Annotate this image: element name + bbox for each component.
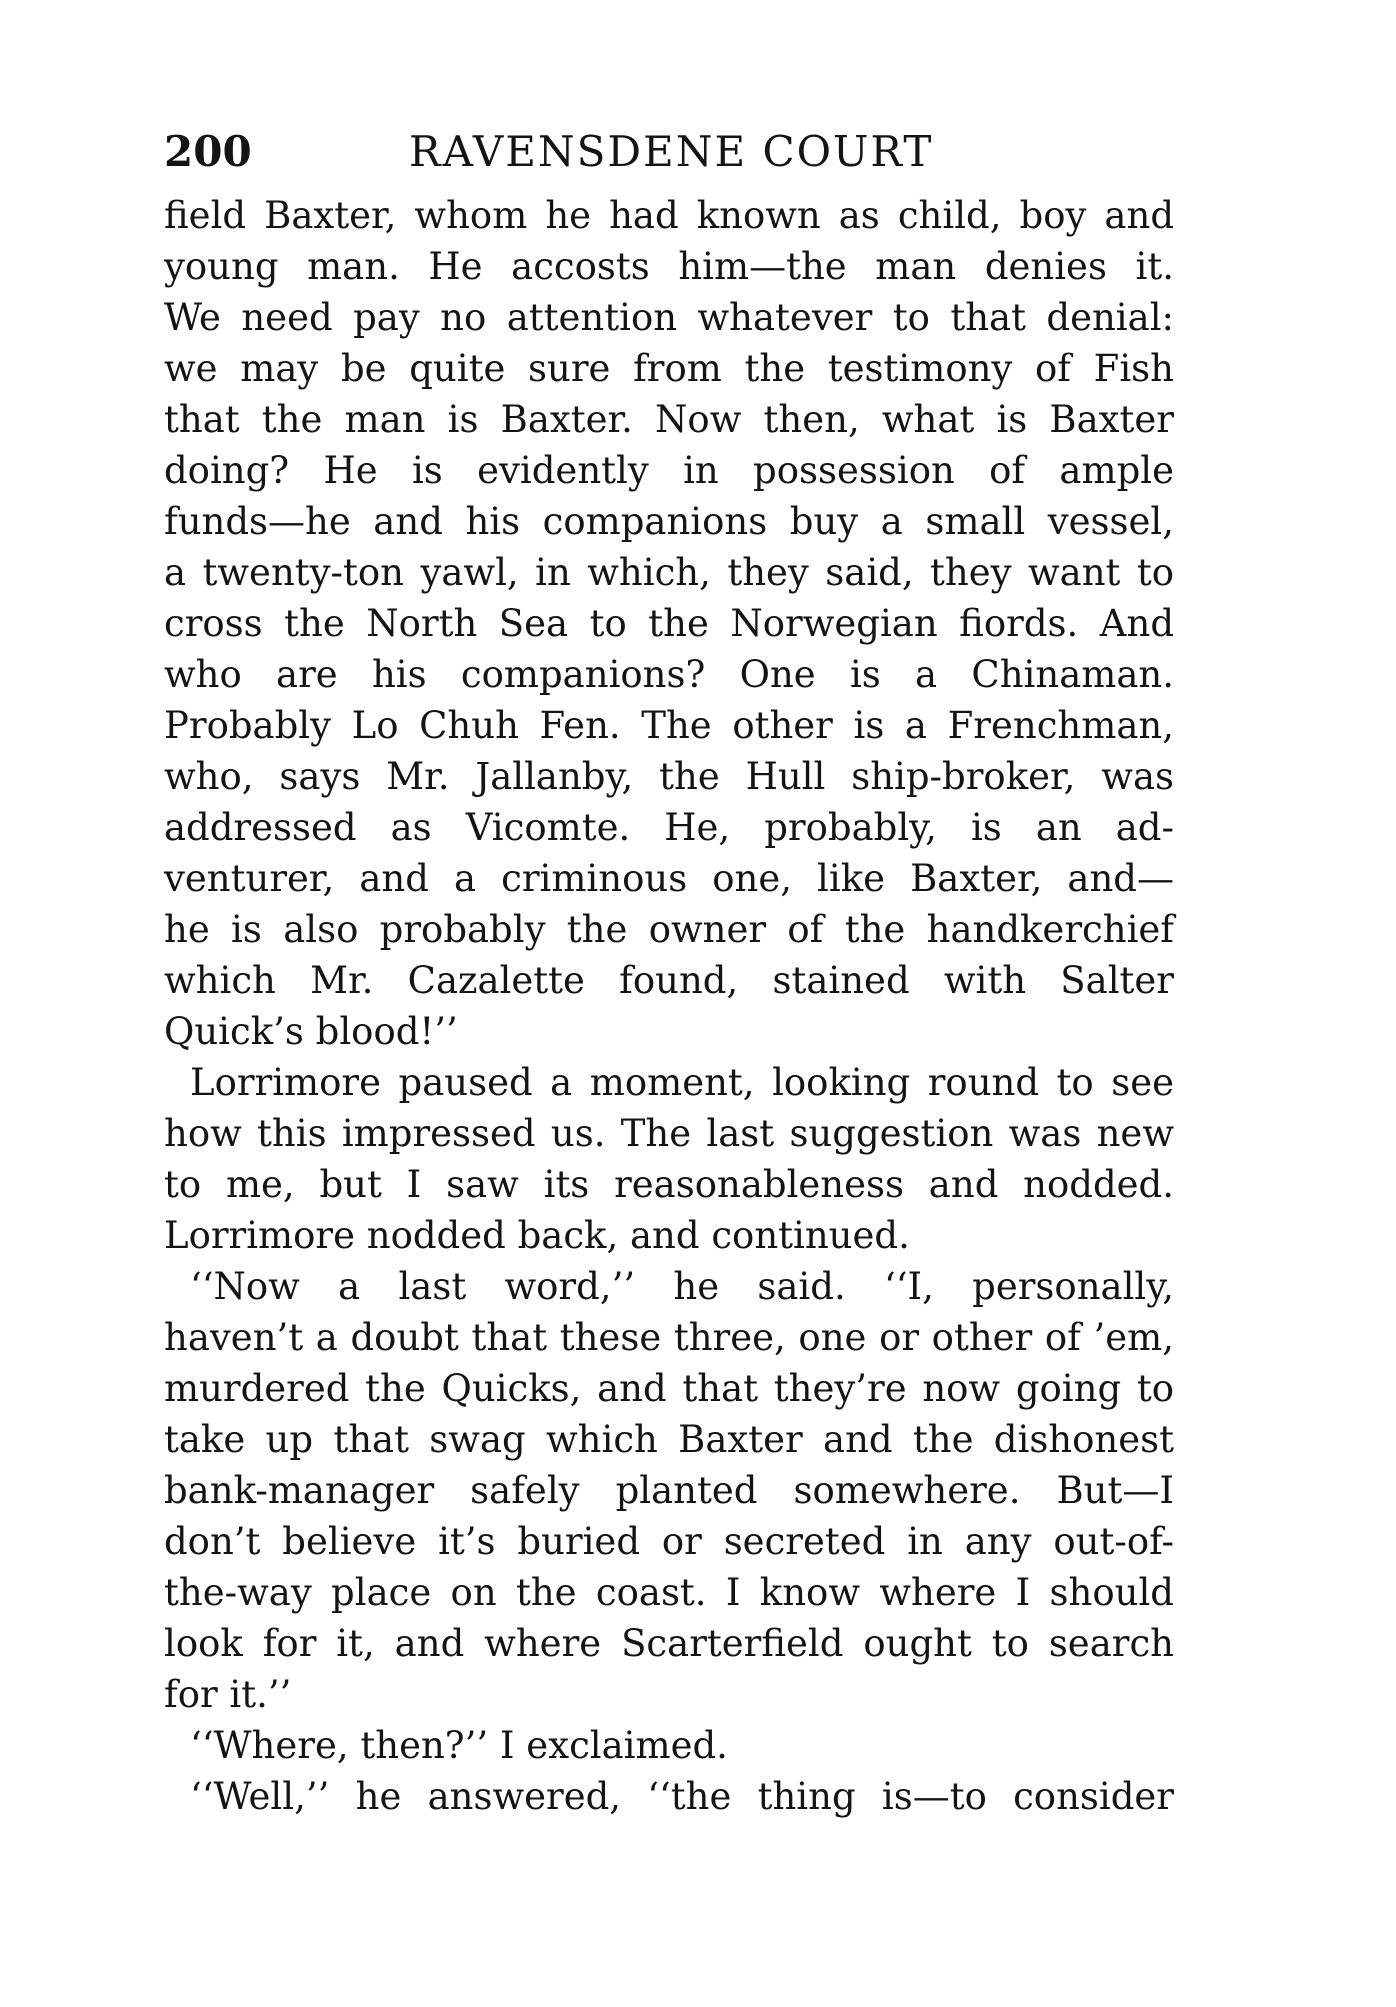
text-line: field Baxter, whom he had known as child, boy and (164, 194, 1174, 237)
text-line: we may be quite sure from the testimony of Fish (164, 347, 1174, 390)
text-line: who are his companions? One is a Chinaman. (164, 653, 1174, 696)
text-line: that the man is Baxter. Now then, what is Baxter (164, 398, 1174, 441)
text-line: young man. He accosts him—the man denies it. (164, 245, 1174, 288)
text-line-paragraph-end: for it.’’ (164, 1673, 292, 1716)
text-line-paragraph-start: ‘‘Now a last word,’’ he said. ‘‘I, personally, (190, 1265, 1174, 1308)
page-number: 200 (164, 127, 252, 176)
running-title: RAVENSDENE COURT (409, 127, 934, 176)
text-line: which Mr. Cazalette found, stained with Salter (164, 959, 1174, 1002)
text-line-paragraph-start: ‘‘Where, then?’’ I exclaimed. (190, 1724, 728, 1767)
text-line-paragraph-end: Lorrimore nodded back, and continued. (164, 1214, 910, 1257)
text-line: a twenty-ton yawl, in which, they said, they want to (164, 551, 1174, 594)
text-line: funds—he and his companions buy a small vessel, (164, 500, 1174, 543)
text-line: venturer, and a criminous one, like Baxter, and— (164, 857, 1174, 900)
text-line: cross the North Sea to the Norwegian fiords. And (164, 602, 1174, 645)
text-line: look for it, and where Scarterfield ought to search (164, 1622, 1174, 1665)
page-header (164, 122, 1174, 182)
text-line-paragraph-start: ‘‘Well,’’ he answered, ‘‘the thing is—to consider (190, 1775, 1174, 1818)
text-line: the-way place on the coast. I know where I should (164, 1571, 1174, 1614)
text-line: doing? He is evidently in possession of ample (164, 449, 1174, 492)
text-line: he is also probably the owner of the handkerchief (164, 908, 1174, 951)
text-line-paragraph-start: Lorrimore paused a moment, looking round to see (190, 1061, 1174, 1104)
text-line: take up that swag which Baxter and the dishonest (164, 1418, 1174, 1461)
body-text (164, 190, 1174, 1822)
text-line: We need pay no attention whatever to that denial: (164, 296, 1174, 339)
text-line: to me, but I saw its reasonableness and nodded. (164, 1163, 1174, 1206)
text-line: bank-manager safely planted somewhere. But—I (164, 1469, 1174, 1512)
text-line: don’t believe it’s buried or secreted in any out-of- (164, 1520, 1174, 1563)
text-line: Probably Lo Chuh Fen. The other is a Frenchman, (164, 704, 1174, 747)
text-line-paragraph-end: Quick’s blood!’’ (164, 1010, 458, 1053)
text-line: murdered the Quicks, and that they’re now going to (164, 1367, 1174, 1410)
text-line: who, says Mr. Jallanby, the Hull ship-broker, was (164, 755, 1174, 798)
text-line: addressed as Vicomte. He, probably, is an ad- (164, 806, 1174, 849)
text-line: how this impressed us. The last suggestion was new (164, 1112, 1174, 1155)
text-line: haven’t a doubt that these three, one or other of ’em, (164, 1316, 1174, 1359)
